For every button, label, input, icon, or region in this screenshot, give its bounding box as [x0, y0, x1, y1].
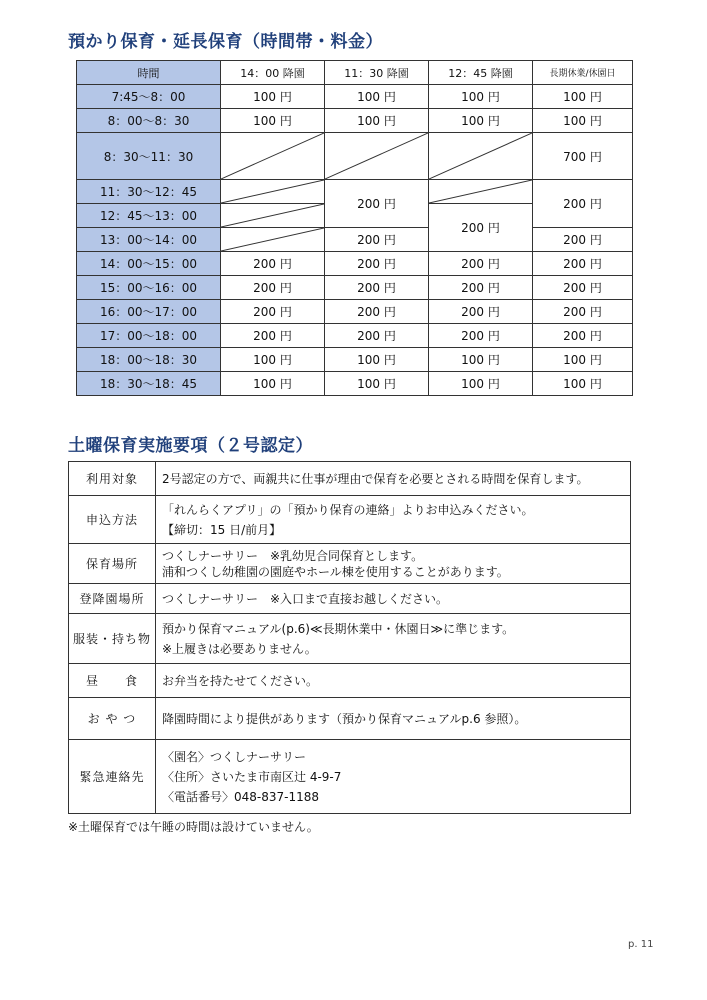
fee-cell: 200 円: [325, 252, 429, 276]
na-cell: [221, 180, 325, 204]
value-line: 預かり保育マニュアル(p.6)≪長期休業中・休園日≫に準じます。: [162, 621, 515, 636]
fee-cell: 100 円: [325, 85, 429, 109]
table-row: [77, 324, 633, 348]
time-cell: 7:45～8：00: [77, 85, 221, 109]
time-cell: 16：00～17：00: [77, 300, 221, 324]
table-row: [69, 496, 631, 544]
diagonal-slash: [429, 133, 532, 179]
page-title-fees: 預かり保育・延長保育（時間帯・料金）: [68, 32, 383, 52]
time-cell: 12：45～13：00: [77, 204, 221, 228]
table-row: [77, 348, 633, 372]
value-cell: [156, 462, 631, 496]
header-1245: 12：45 降園: [429, 61, 533, 85]
na-cell: [325, 133, 429, 180]
fee-cell: 100 円: [533, 348, 633, 372]
header-1400: 14：00 降園: [221, 61, 325, 85]
footnote: ※土曜保育では午睡の時間は設けていません。: [68, 820, 319, 834]
na-cell: [221, 228, 325, 252]
fee-table: [76, 60, 633, 396]
value-cell: [156, 544, 631, 584]
fee-cell: 200 円: [429, 204, 533, 252]
label-location: 保育場所: [69, 544, 156, 584]
time-cell: 17：00～18：00: [77, 324, 221, 348]
label-dropoff-place: 登降園場所: [69, 584, 156, 614]
table-row: [77, 109, 633, 133]
fee-cell: 100 円: [221, 348, 325, 372]
value-line: 2号認定の方で、両親共に仕事が理由で保育を必要とされる時間を保育します。: [162, 471, 589, 486]
fee-cell: 200 円: [533, 276, 633, 300]
header-time: 時間: [77, 61, 221, 85]
value-cell: [156, 584, 631, 614]
fee-cell: 100 円: [533, 109, 633, 133]
table-row: [77, 85, 633, 109]
fee-cell: 200 円: [533, 228, 633, 252]
time-cell: 18：00～18：30: [77, 348, 221, 372]
fee-cell: 100 円: [221, 85, 325, 109]
fee-cell: 100 円: [429, 372, 533, 396]
value-line: つくしナーサリー ※入口まで直接お越しください。: [162, 591, 449, 606]
time-cell: 18：30～18：45: [77, 372, 221, 396]
fee-cell: 700 円: [533, 133, 633, 180]
header-long-holiday: 長期休業/休園日: [533, 61, 633, 85]
table-row: [69, 544, 631, 584]
value-line: 降園時間により提供があります（預かり保育マニュアルp.6 参照）。: [162, 711, 527, 726]
fee-cell: 200 円: [533, 252, 633, 276]
diagonal-slash: [429, 180, 532, 203]
diagonal-slash: [221, 180, 324, 203]
section-title-saturday: 土曜保育実施要項（２号認定）: [68, 436, 313, 456]
fee-cell: 100 円: [221, 109, 325, 133]
table-row: [69, 740, 631, 814]
diagonal-slash: [221, 228, 324, 251]
value-cell: [156, 496, 631, 544]
table-row: [77, 180, 633, 204]
fee-cell: 200 円: [429, 300, 533, 324]
fee-cell: 200 円: [221, 276, 325, 300]
label-emergency-contact: 緊急連絡先: [69, 740, 156, 814]
table-row: [77, 133, 633, 180]
value-line: 「れんらくアプリ」の「預かり保育の連絡」よりお申込みください。: [162, 502, 534, 517]
fee-cell: 200 円: [221, 300, 325, 324]
fee-cell: 100 円: [533, 85, 633, 109]
fee-cell: 200 円: [325, 300, 429, 324]
fee-table-header-row: [77, 61, 633, 85]
time-cell: 8：30～11：30: [77, 133, 221, 180]
fee-cell: 200 円: [429, 276, 533, 300]
value-line: つくしナーサリー ※乳幼児合同保育とします。: [162, 548, 424, 563]
value-line: ※上履きは必要ありません。: [162, 641, 317, 656]
fee-cell: 200 円: [325, 228, 429, 252]
label-application: 申込方法: [69, 496, 156, 544]
fee-cell: 200 円: [325, 180, 429, 228]
diagonal-slash: [221, 133, 324, 179]
fee-cell: 100 円: [429, 348, 533, 372]
na-cell: [429, 133, 533, 180]
table-row: [69, 664, 631, 698]
header-1130: 11：30 降園: [325, 61, 429, 85]
fee-cell: 100 円: [325, 109, 429, 133]
time-cell: 11：30～12：45: [77, 180, 221, 204]
table-row: [77, 372, 633, 396]
label-snack: お や つ: [69, 698, 156, 740]
diagonal-slash: [221, 204, 324, 227]
table-row: [69, 614, 631, 664]
value-cell: [156, 698, 631, 740]
time-cell: 13：00～14：00: [77, 228, 221, 252]
fee-cell: 100 円: [533, 372, 633, 396]
table-row: [77, 300, 633, 324]
fee-cell: 200 円: [221, 324, 325, 348]
fee-cell: 200 円: [533, 300, 633, 324]
value-line: 【締切：15 日/前月】: [162, 522, 282, 537]
fee-cell: 200 円: [429, 252, 533, 276]
na-cell: [221, 133, 325, 180]
table-row: [69, 462, 631, 496]
label-target: 利用対象: [69, 462, 156, 496]
fee-cell: 100 円: [429, 85, 533, 109]
fee-cell: 200 円: [429, 324, 533, 348]
value-line: 浦和つくし幼稚園の園庭やホール棟を使用することがあります。: [162, 564, 509, 579]
fee-cell: 200 円: [221, 252, 325, 276]
value-line: 〈園名〉つくしナーサリー: [162, 749, 307, 764]
value-cell: [156, 664, 631, 698]
table-row: [77, 228, 633, 252]
table-row: [69, 698, 631, 740]
value-line: お弁当を持たせてください。: [162, 673, 319, 688]
time-cell: 15：00～16：00: [77, 276, 221, 300]
time-cell: 14：00～15：00: [77, 252, 221, 276]
na-cell: [221, 204, 325, 228]
fee-cell: 100 円: [325, 372, 429, 396]
value-cell: [156, 740, 631, 814]
table-row: [77, 252, 633, 276]
fee-cell: 200 円: [325, 276, 429, 300]
value-line: 〈住所〉さいたま市南区辻 4-9-7: [162, 769, 342, 784]
value-line: 〈電話番号〉048-837-1188: [162, 789, 320, 804]
time-cell: 8：00～8：30: [77, 109, 221, 133]
na-cell: [429, 180, 533, 204]
value-cell: [156, 614, 631, 664]
diagonal-slash: [325, 133, 428, 179]
table-row: [69, 584, 631, 614]
fee-cell: 200 円: [533, 324, 633, 348]
fee-cell: 100 円: [429, 109, 533, 133]
label-lunch: 昼 食: [69, 664, 156, 698]
fee-cell: 100 円: [221, 372, 325, 396]
fee-cell: 200 円: [533, 180, 633, 228]
table-row: [77, 276, 633, 300]
fee-cell: 200 円: [325, 324, 429, 348]
page-number: p. 11: [628, 939, 654, 950]
fee-cell: 100 円: [325, 348, 429, 372]
label-clothing: 服装・持ち物: [69, 614, 156, 664]
saturday-care-table: [68, 461, 631, 814]
